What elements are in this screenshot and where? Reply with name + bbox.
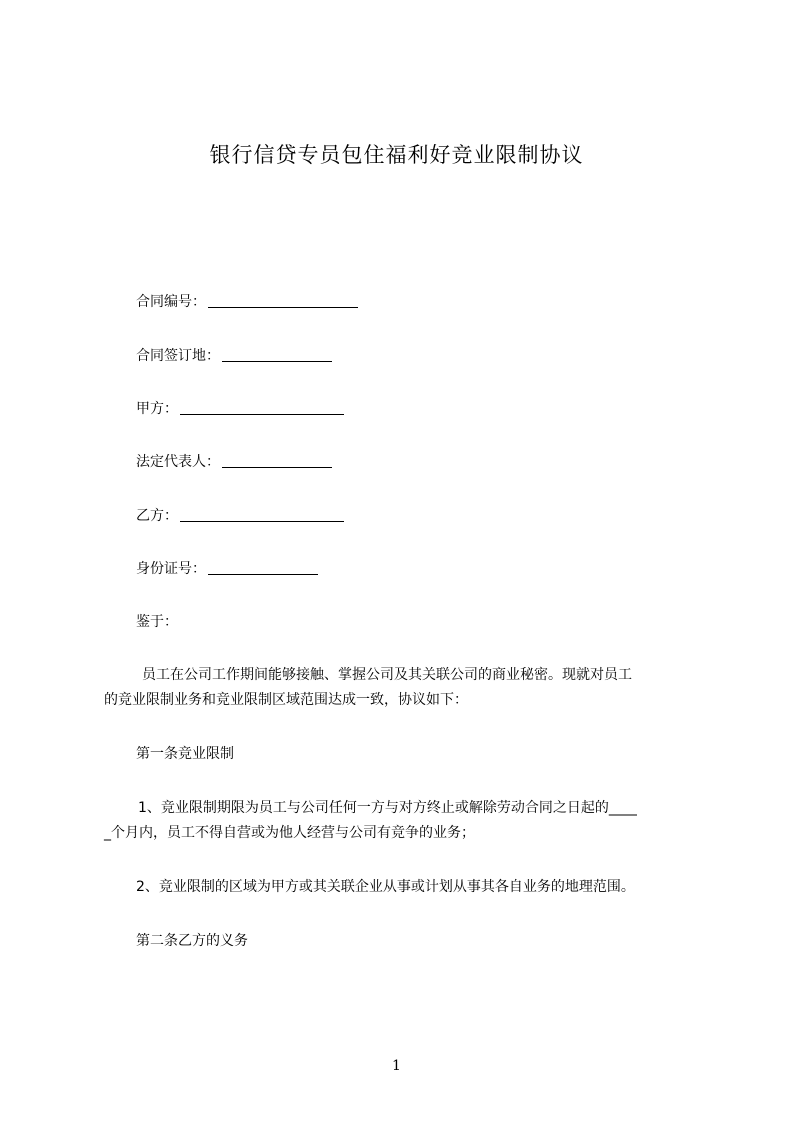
party-a-label: 甲方： (136, 401, 178, 417)
whereas-heading: 鉴于： (136, 614, 178, 630)
party-a-field (136, 399, 344, 419)
clause-1-line-1: 1、竞业限制期限为员工与公司任何一方与对方终止或解除劳动合同之日起的____ (138, 800, 637, 816)
clause-1-line-2: _个月内，员工不得自营或为他人经营与公司有竞争的业务； (104, 825, 475, 841)
contract-number-label: 合同编号： (136, 294, 206, 310)
id-number-label: 身份证号： (136, 561, 206, 577)
legal-representative-label: 法定代表人： (136, 454, 220, 470)
article-1-clause-2: 2、竞业限制的区域为甲方或其关联企业从事或计划从事其各自业务的地理范围。 (136, 879, 635, 895)
legal-representative-blank[interactable] (222, 453, 332, 468)
party-a-blank[interactable] (180, 400, 344, 415)
intro-line-2: 的竞业限制业务和竞业限制区域范围达成一致，协议如下： (104, 692, 468, 708)
article-2-heading: 第二条乙方的义务 (136, 933, 248, 949)
article-1-clause-1 (104, 796, 704, 846)
page-number: 1 (392, 1058, 401, 1074)
party-b-label: 乙方： (136, 508, 178, 524)
document-title: 银行信贷专员包住福利好竞业限制协议 (209, 143, 584, 167)
id-number-field (136, 559, 318, 579)
contract-number-field (136, 292, 358, 312)
intro-paragraph (104, 663, 704, 713)
signing-place-blank[interactable] (222, 347, 332, 362)
party-b-blank[interactable] (180, 507, 344, 522)
intro-line-1: 员工在公司工作期间能够接触、掌握公司及其关联公司的商业秘密。现就对员工 (142, 667, 632, 683)
signing-place-field (136, 346, 332, 366)
party-b-field (136, 506, 344, 526)
legal-representative-field (136, 452, 332, 472)
article-1-heading: 第一条竞业限制 (136, 746, 234, 762)
contract-number-blank[interactable] (208, 293, 358, 308)
id-number-blank[interactable] (208, 560, 318, 575)
signing-place-label: 合同签订地： (136, 348, 220, 364)
